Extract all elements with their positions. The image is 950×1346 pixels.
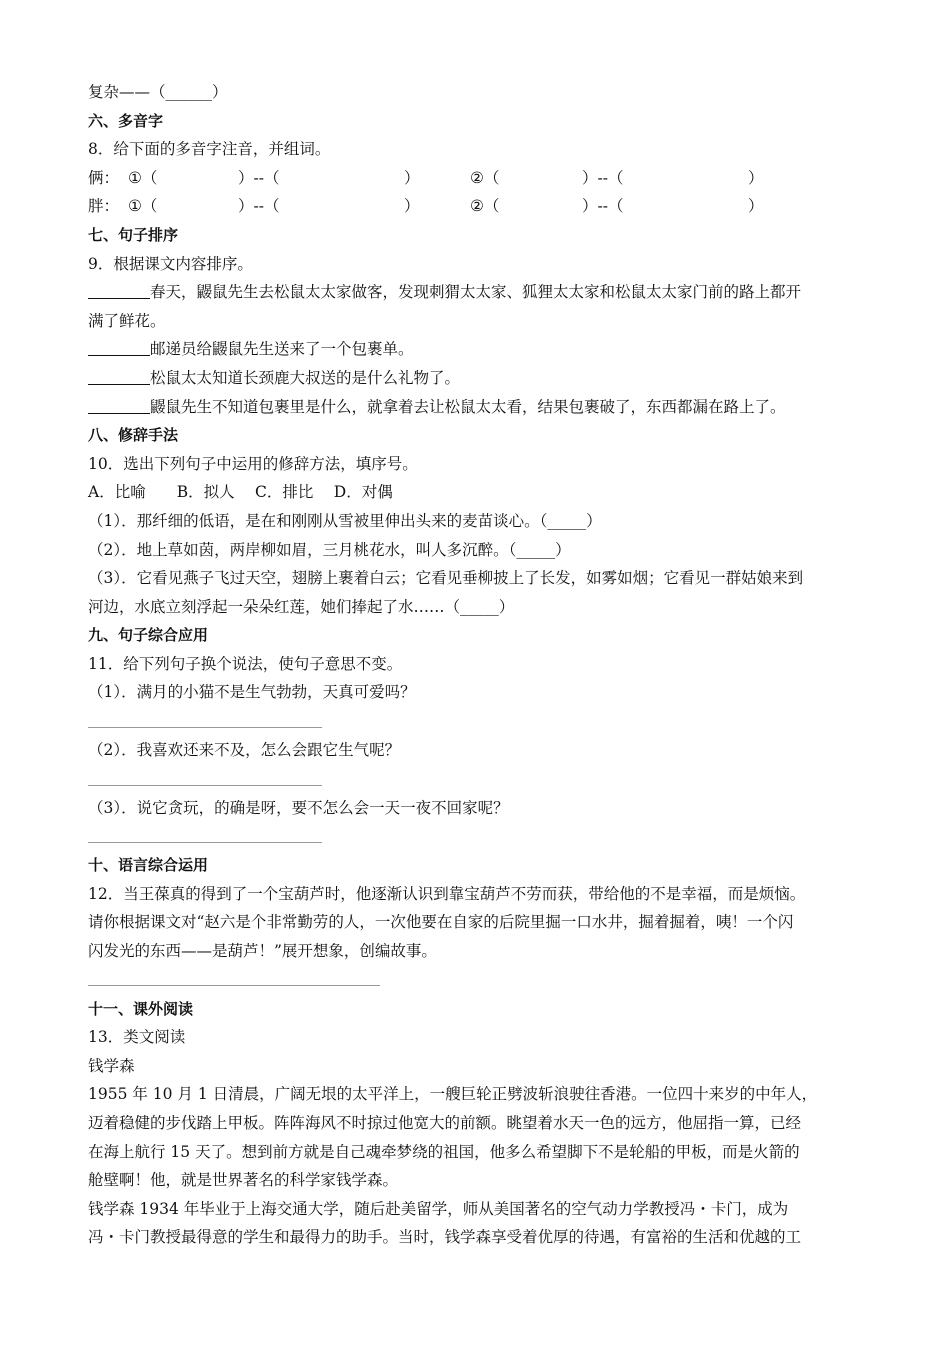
question-9-prompt: 9．根据课文内容排序。: [88, 254, 253, 273]
order-blank[interactable]: [88, 397, 150, 414]
paren-close-1: ）: [404, 197, 420, 216]
question-8-prompt: 8．给下面的多音字注音，并组词。: [88, 140, 331, 159]
rhetoric-sentence-3: （3）．它看见燕子飞过天空，翅膀上裹着白云；它看见垂柳披上了长发，如雾如烟；它看见一群姑娘来到: [88, 569, 804, 588]
fill-line-complex: 复杂——（______）: [88, 83, 228, 101]
section-heading-rhetoric: 八、修辞手法: [88, 426, 179, 445]
polyphonic-char: 俩：: [88, 168, 120, 187]
rhetoric-sentence-1: （1）．那纤细的低语，是在和刚刚从雪被里伸出头来的麦苗谈心。（_____）: [88, 511, 602, 530]
rhetoric-sentence-2: （2）．地上草如茵，两岸柳如眉，三月桃花水，叫人多沉醉。（_____）: [88, 540, 571, 559]
question-11-prompt: 11．给下列句子换个说法，使句子意思不变。: [88, 654, 403, 673]
section-heading-sentence-use: 九、句子综合应用: [88, 626, 209, 645]
question-12-line-2: 请你根据课文对“赵六是个非常勤劳的人，一次他要在自家的后院里掘一口水井，掘着掘着，咦！一个闪: [88, 913, 794, 932]
passage-line: 钱学森 1934 年毕业于上海交通大学，随后赴美留学，师从美国著名的空气动力学教授冯・卡门，成为: [88, 1199, 789, 1218]
paren-join-2: ）--（: [582, 197, 624, 216]
paren-open-1: ①（: [128, 197, 158, 216]
answer-line[interactable]: [88, 707, 868, 736]
rhetoric-options: A．比喻 B．拟人 C．排比 D．对偶: [88, 483, 393, 502]
passage-line: 在海上航行 15 天了。想到前方就是自己魂牵梦绕的祖国，他多么希望脚下不是轮船的甲板，而是火箭的: [88, 1142, 800, 1161]
polyphonic-char: 胖：: [88, 197, 120, 216]
polyphonic-row-pang: [88, 192, 868, 221]
paren-open-2: ②（: [470, 197, 500, 216]
section-heading-extra-reading: 十一、课外阅读: [88, 999, 194, 1018]
passage-line: 1955 年 10 月 1 日清晨，广阔无垠的太平洋上，一艘巨轮正劈波斩浪驶往香港。一位四十来岁的中年人，: [88, 1085, 818, 1104]
paren-join-1: ）--（: [238, 168, 280, 187]
question-13-prompt: 13．类文阅读: [88, 1028, 186, 1047]
paren-join-2: ）--（: [582, 168, 624, 187]
rewrite-sentence-2: （2）．我喜欢还来不及，怎么会跟它生气呢？: [88, 741, 401, 760]
section-heading-polyphonic: 六、多音字: [88, 111, 164, 130]
ordering-item-continued: 满了鲜花。: [88, 311, 166, 330]
order-blank[interactable]: [88, 368, 150, 385]
polyphonic-row-liang: [88, 164, 868, 193]
question-12-line-1: 12．当王葆真的得到了一个宝葫芦时，他逐渐认识到靠宝葫芦不劳而获，带给他的不是幸福，而是烦恼。: [88, 884, 806, 903]
paren-join-1: ）--（: [238, 197, 280, 216]
answer-line[interactable]: [88, 822, 868, 851]
rewrite-sentence-3: （3）．说它贪玩，的确是呀，要不怎么会一天一夜不回家呢？: [88, 798, 509, 817]
paren-open-1: ①（: [128, 168, 158, 187]
ordering-item: 鼹鼠先生不知道包裹里是什么，就拿着去让松鼠太太看，结果包裹破了，东西都漏在路上了。: [88, 393, 868, 422]
rewrite-sentence-1: （1）．满月的小猫不是生气勃勃，天真可爱吗？: [88, 683, 416, 702]
ordering-item: 邮递员给鼹鼠先生送来了一个包裹单。: [88, 335, 868, 364]
order-blank[interactable]: [88, 282, 150, 299]
question-10-prompt: 10．选出下列句子中运用的修辞方法，填序号。: [88, 454, 418, 473]
passage-line: 舱壁啊！他，就是世界著名的科学家钱学森。: [88, 1171, 399, 1190]
paren-close-2: ）: [748, 168, 764, 187]
section-heading-ordering: 七、句子排序: [88, 225, 179, 244]
question-12-line-3: 闪发光的东西——是葫芦！”展开想象，创编故事。: [88, 942, 437, 961]
paren-open-2: ②（: [470, 168, 500, 187]
order-blank[interactable]: [88, 339, 150, 356]
ordering-item: 春天，鼹鼠先生去松鼠太太家做客，发现刺猬太太家、狐狸太太家和松鼠太太家门前的路上都开: [88, 278, 868, 307]
passage-line: 冯・卡门教授最得意的学生和最得力的助手。当时，钱学森享受着优厚的待遇，有富裕的生活和优越的工: [88, 1228, 802, 1247]
rhetoric-sentence-3-continued: 河边，水底立刻浮起一朵朵红莲，她们捧起了水……（_____）: [88, 597, 515, 616]
section-heading-language-use: 十、语言综合运用: [88, 856, 209, 875]
answer-line[interactable]: [88, 765, 868, 794]
worksheet-page: [88, 78, 868, 1252]
passage-title: 钱学森: [88, 1056, 135, 1075]
answer-line[interactable]: [88, 966, 868, 995]
paren-close-1: ）: [404, 168, 420, 187]
passage-line: 迈着稳健的步伐踏上甲板。阵阵海风不时掠过他宽大的前额。眺望着水天一色的远方，他屈指一算，已经: [88, 1114, 802, 1132]
ordering-item: 松鼠太太知道长颈鹿大叔送的是什么礼物了。: [88, 364, 868, 393]
paren-close-2: ）: [748, 197, 764, 216]
